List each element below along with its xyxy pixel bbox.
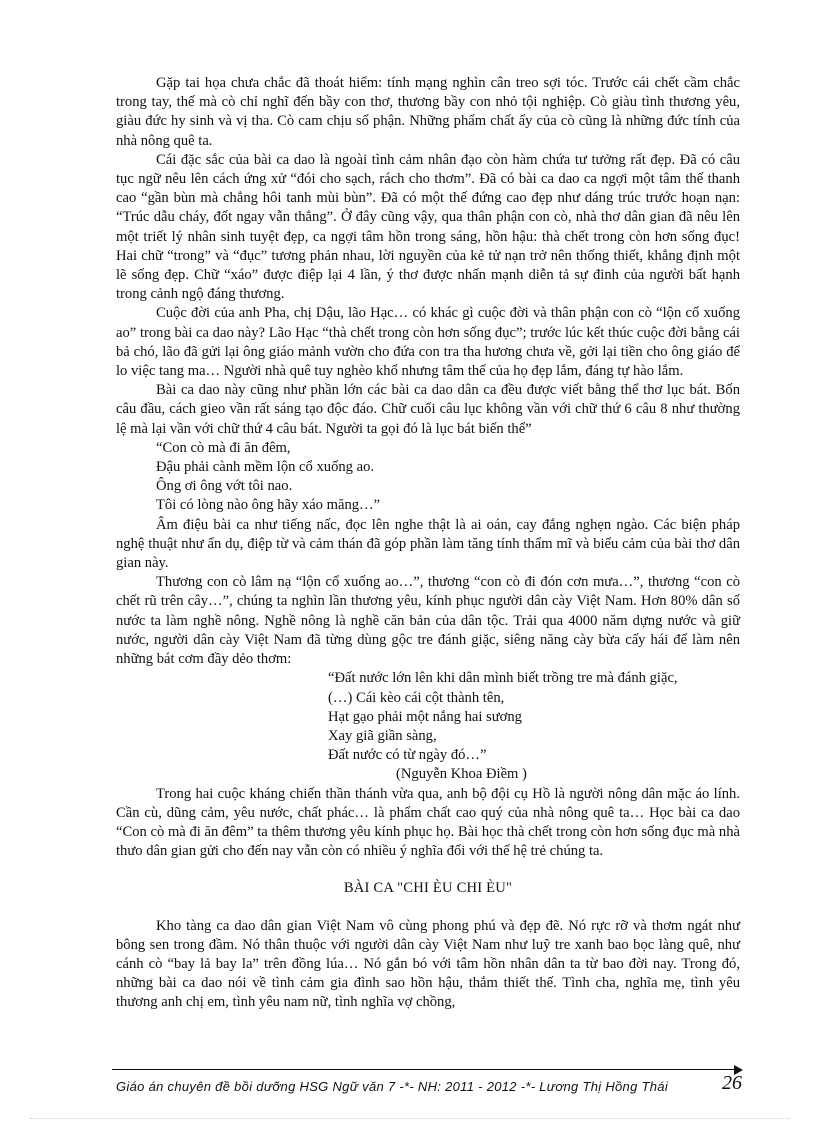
- poem-author: (Nguyễn Khoa Điềm ): [396, 766, 527, 783]
- poem-line: Đậu phải cành mềm lộn cổ xuống ao.: [156, 459, 375, 476]
- paragraph: Bài ca dao này cũng như phần lớn các bài ca dao dân ca đều được viết bằng thể thơ lục bát. Bốn câu đầu, cách gieo vần rất sáng tạo độc đáo. Chữ cuối câu lục không vần với chữ thứ 6 câu 8 như thường lệ mà lại vần với chữ thứ 4 câu bát. Người ta gọi đó là lục bát biến thể”: [116, 382, 740, 437]
- paragraph: Thương con cò lâm nạ “lộn cổ xuống ao…”, thương “con cò đi đón cơn mưa…”, thương “con cò chết rũ trên cây…”, chúng ta nghìn lần thương yêu, kính phục người dân cày Việt Nam. Hơn 80% dân số nước ta làm nghề nông. Nghề nông là nghề căn bản của dân tộc. Trải qua 4000 năm dựng nước và giữ nước, người dân cày Việt Nam đã từng dùng gộc tre đánh giặc, siêng năng cày bừa cấy hái để làm nên những bát cơm đầy dẻo thơm:: [116, 574, 740, 668]
- section-heading: BÀI CA "CHI ÈU CHI ÈU": [343, 880, 513, 897]
- paragraph: Kho tàng ca dao dân gian Việt Nam vô cùng phong phú và đẹp đẽ. Nó rực rỡ và thơm ngát như bông sen trong đầm. Nó thân thuộc với người dân cày Việt Nam như luỹ tre xanh bao bọc làng quê, như cánh cò “bay lả bay la” trên đồng lúa… Nó gắn bó với tâm hồn nhân dân ta từ bao đời nay. Trong đó, những bài ca dao nói về tình cảm gia đình sao hồn hậu, thắm thiết thế. Tình cha, nghĩa mẹ, tình yêu thương anh chị em, tình yêu nam nữ, tình nghĩa vợ chồng,: [116, 917, 740, 1011]
- paragraph: Trong hai cuộc kháng chiến thần thánh vừa qua, anh bộ đội cụ Hồ là người nông dân mặc áo lính. Cần cù, dũng cảm, yêu nước, chất phác… là phẩm chất cao quý của nhà nông quê ta… Học bài ca dao “Con cò mà đi ăn đêm” ta thêm thương yêu kính phục họ. Bài học thà chết trong còn hơn sống đục mà nhà thưo dân gian gửi cho đến nay vẫn còn có nhiều ý nghĩa đối với thế hệ trẻ chúng ta.: [116, 785, 740, 860]
- poem-quote: [328, 669, 740, 765]
- poem-line: Đất nước có từ ngày đó…”: [328, 747, 487, 764]
- poem-line: Tôi có lòng nào ông hãy xáo măng…”: [156, 497, 381, 514]
- body-text: [116, 74, 740, 1013]
- paragraph: Gặp tai họa chưa chắc đã thoát hiểm: tính mạng nghìn cân treo sợi tóc. Trước cái chết cầm chắc trong tay, thế mà cò chỉ nghĩ đến bầy con thơ, thương bầy con nhỏ tội nghiệp. Cò giàu tình thương yêu, giàu đức hy sinh và vị tha. Cò cam chịu số phận. Những phẩm chất ấy của cò cũng là những đức tính của nhà nông quê ta.: [116, 75, 740, 149]
- poem-line: Hạt gạo phải một nắng hai sương: [328, 708, 522, 725]
- paragraph: Âm điệu bài ca như tiếng nấc, đọc lên nghe thật là ai oán, cay đắng nghẹn ngào. Các biện pháp nghệ thuật như ẩn dụ, điệp từ và cảm thán đã góp phần làm tăng tính thẩm mĩ và biểu cảm của bài thơ dân gian này.: [116, 516, 740, 572]
- poem-quote: [156, 439, 740, 516]
- poem-line: Ông ơi ông vớt tôi nao.: [156, 478, 293, 495]
- footer-text: Giáo án chuyên đề bồi dưỡng HSG Ngữ văn 7 -*- NH: 2011 - 2012 -*- Lương Thị Hồng Thái: [116, 1079, 669, 1094]
- poem-line: (…) Cái kèo cái cột thành tên,: [328, 689, 505, 706]
- poem-line: “Con cò mà đi ăn đêm,: [156, 439, 291, 456]
- poem-line: “Đất nước lớn lên khi dân mình biết trồng tre mà đánh giặc,: [328, 670, 678, 687]
- page-edge-divider: [30, 1118, 790, 1119]
- paragraph: Cuộc đời của anh Pha, chị Dậu, lão Hạc… có khác gì cuộc đời và thân phận con cò “lộn cổ xuống ao” trong bài ca dao này? Lão Hạc “thà chết trong còn hơn sống đục”; trước lúc kết thúc cuộc đời bằng cái bả chó, lão đã gửi lại ông giáo mảnh vườn cho đứa con tra tha hương chưa về, gởi lại tiền cho ông giáo để lo việc tang ma… Người nhà quê tuy nghèo khổ nhưng tâm thế của họ đẹp lắm, đáng tự hào lắm.: [116, 305, 740, 380]
- paragraph: Cái đặc sắc của bài ca dao là ngoài tình cảm nhân đạo còn hàm chứa tư tưởng rất đẹp. Đã có câu tục ngữ nêu lên cách ứng xử “đói cho sạch, rách cho thơm”. Đã có bài ca dao ca ngợi một tâm thế thanh cao “gần bùn mà chẳng hôi tanh mùi bùn”. Đã có một thế đứng cao đẹp như dáng trúc trước hoạn nạn: “Trúc dẫu cháy, đốt ngay vẫn thẳng”. Ở đây cũng vậy, qua thân phận con cò, nhà thơ dân gian đã nêu lên một triết lý nhân sinh tuyệt đẹp, ca ngợi tâm hồn trong sáng, hồn hậu: thà chết trong còn hơn sống đục! Hai chữ “trong” và “đục” tương phản nhau, lời nguyền của kẻ tử nạn trở nên thống thiết, khẳng định một lẽ sống đẹp. Chữ “xáo” được điệp lại 4 lần, ý thơ được nhấn mạnh diễn tả sự đinh của người bất hạnh trong cảnh ngộ đáng thương.: [116, 151, 740, 303]
- footer-rule: [112, 1069, 738, 1070]
- page-number: 26: [722, 1072, 742, 1094]
- poem-line: Xay giã giần sàng,: [328, 727, 437, 744]
